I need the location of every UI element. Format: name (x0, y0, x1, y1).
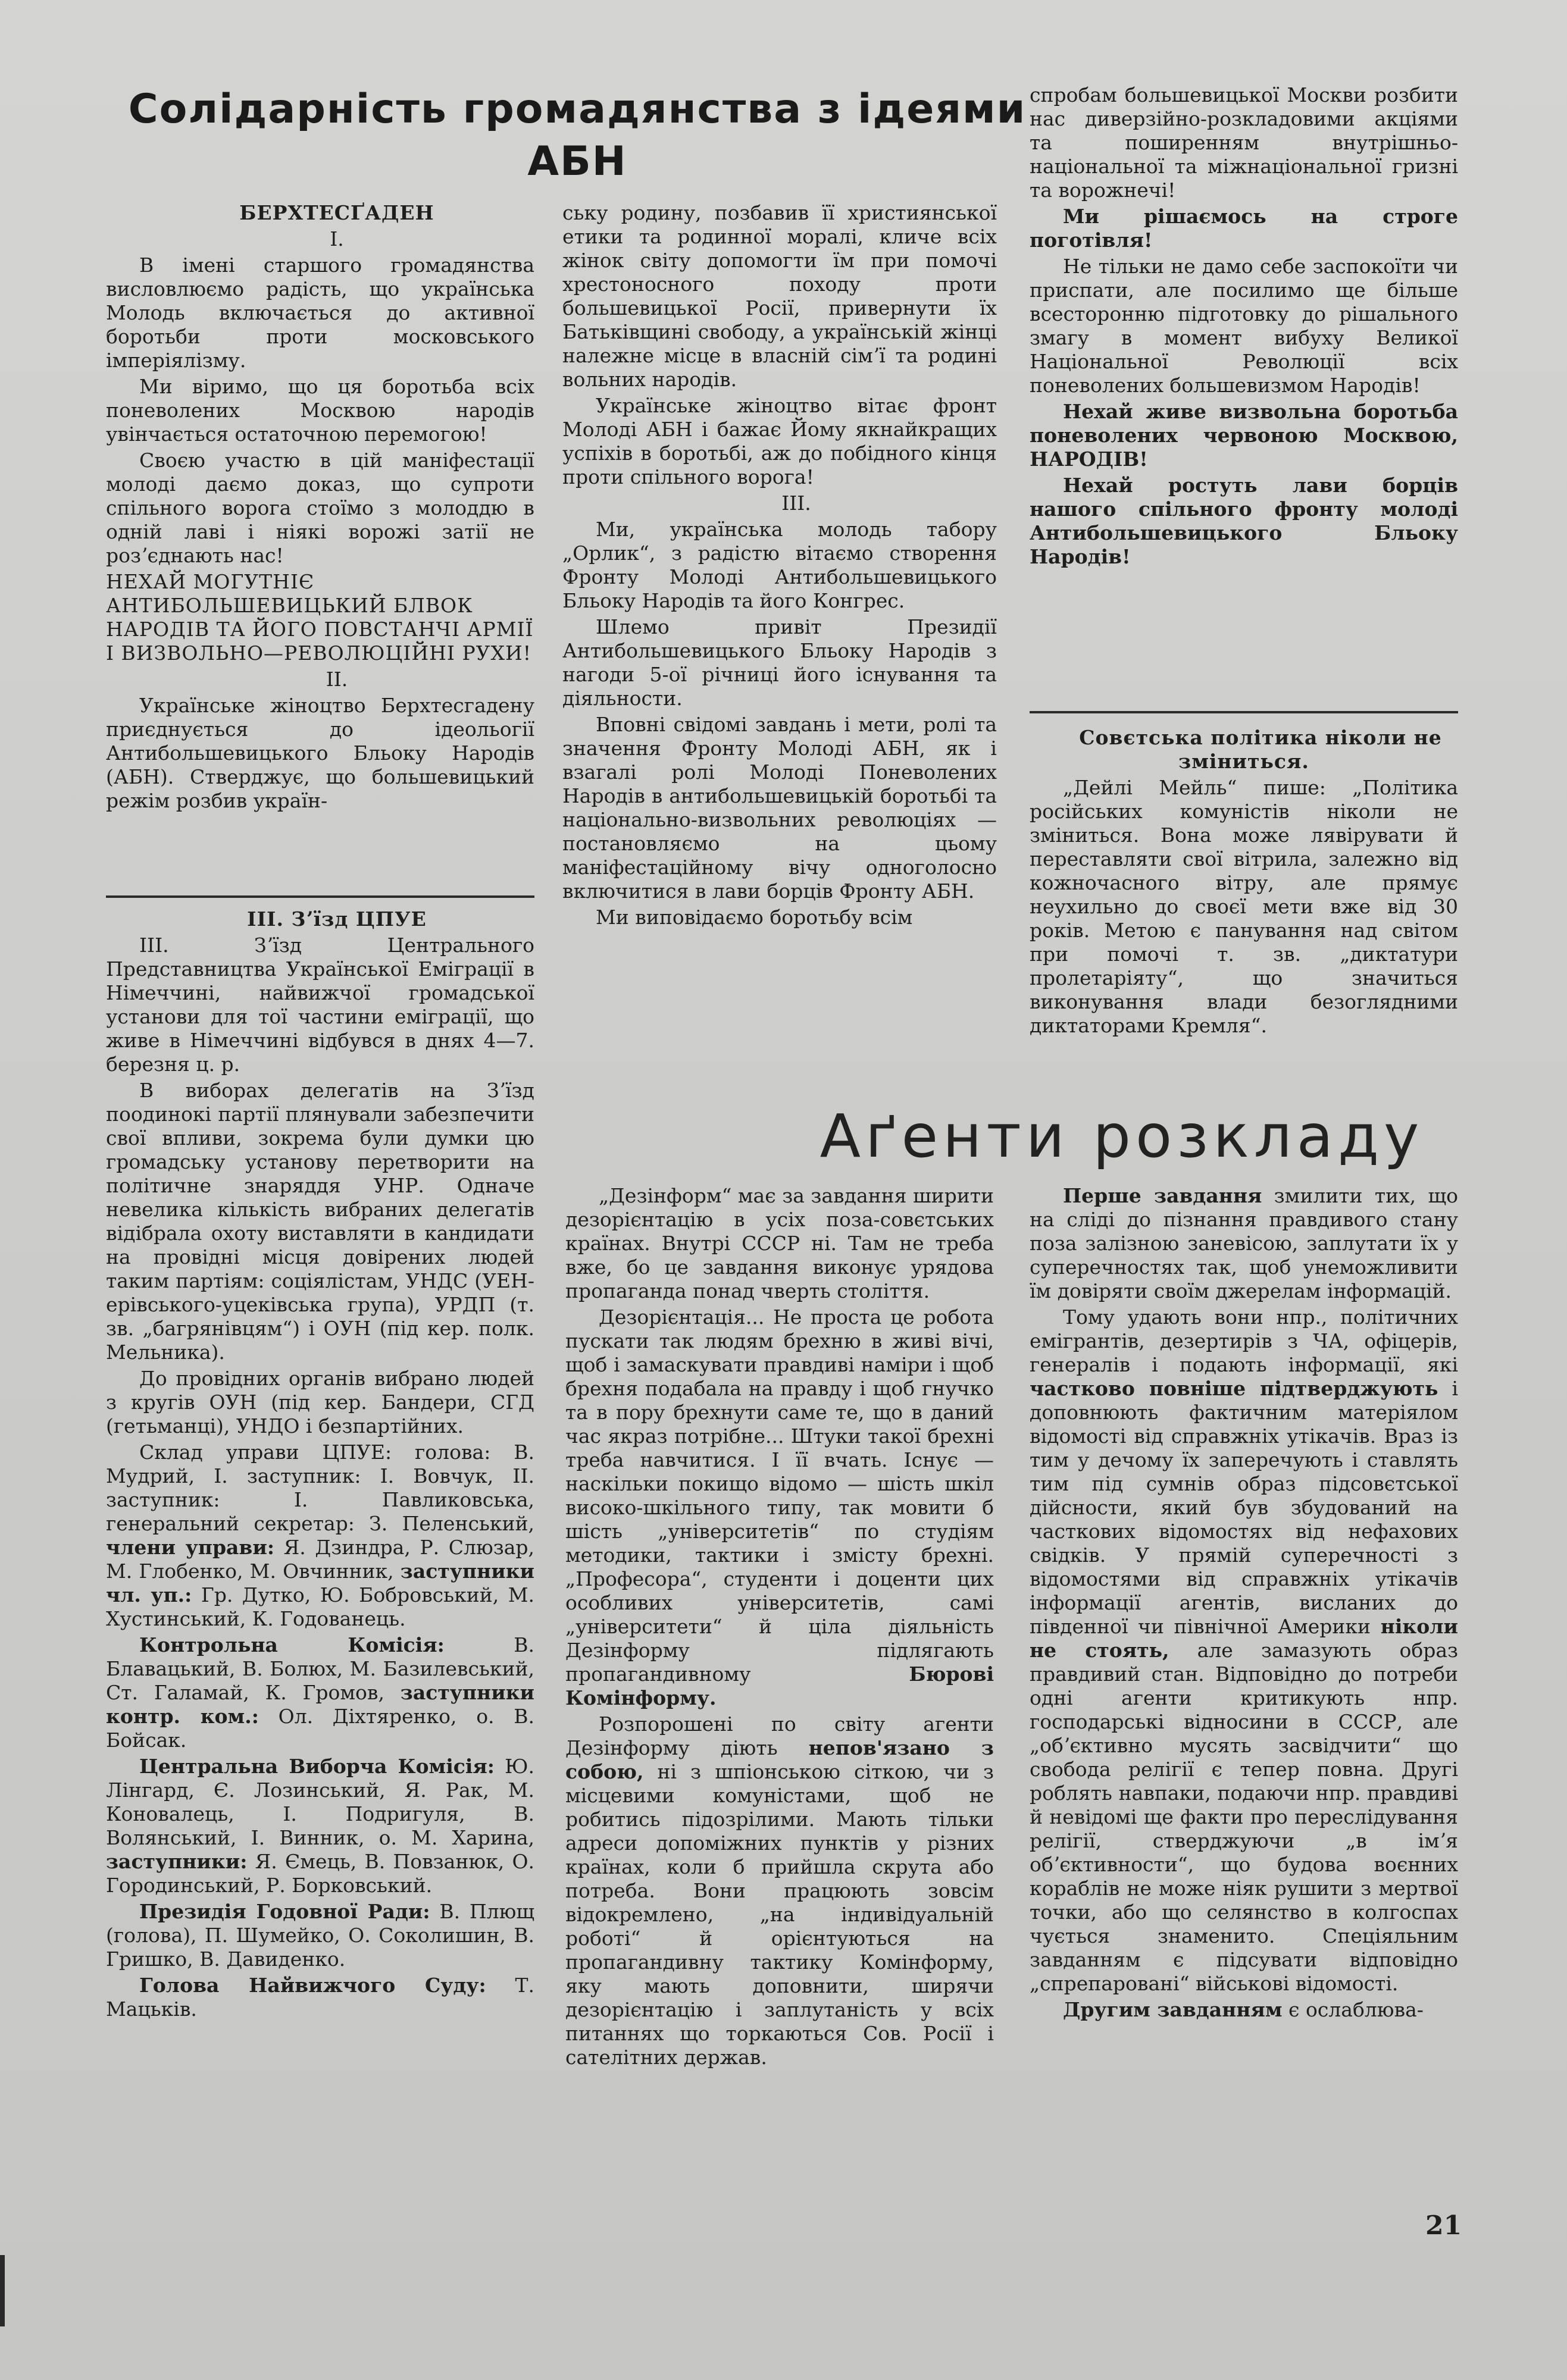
section-heading-berchtesgaden: БЕРХТЕСҐАДЕН (239, 201, 434, 224)
slogan-paragraph: НЕХАЙ МОГУТНІЄ АНТИБОЛЬШЕВИЦЬКИЙ БЛВОК НАРОДІВ ТА ЙОГО ПОВСТАНЧІ АРМІЇ І ВИЗВОЛЬНО—РЕВОЛЮЦІЙНІ РУХИ! (106, 570, 534, 665)
paragraph: Вповні свідомі завдань і мети, ролі та значення Фронту Молоді АБН, як і взагалі ролі Молоді Поневолених Народів в антибольшевицькій боротьбі та національно-визвольних революціях — постановляємо на цьому маніфестаційному вічу одноголосно включитися в лави борців Фронту АБН. (562, 713, 997, 903)
column-2 (562, 201, 997, 932)
bold-run: Президія Годовної Ради: (139, 1900, 430, 1923)
text-run: і доповнюють фактичним матеріялом відомості від справжніх утікачів. Враз із тим у дечому їх заперечують і ставлять тим під сумнів образ підсовєтської дійсности, який був збудований на часткових відомостях від нефахових свідків. У прямій суперечності з відомостями від справжніх утікачів інформації агентів, висланих до південної чи північної Америки (1030, 1377, 1459, 1638)
paragraph: спробам большевицької Москви розбити нас диверзійно-розкладовими акціями та поширенням внутрішньо-національної та міжнаціональної гризні та ворожнечі! (1030, 83, 1458, 202)
paragraph (106, 1633, 534, 1752)
bold-run: Перше завдання (1063, 1184, 1262, 1207)
paragraph: Ми, українська молодь табору „Орлик“, з радістю вітаємо створення Фронту Молоді Антибольшевицького Бльоку Народів та його Конгрес. (562, 518, 997, 612)
text-run: Т. Мацьків. (106, 1974, 535, 2021)
text-run: Склад управи ЦПУЕ: голова: В. Мудрий, I. заступник: I. Вовчук, II. заступник: I. Павликовська, генеральний секретар: З. Пеленський, (106, 1440, 534, 1535)
paragraph (106, 1440, 534, 1631)
text-run: Ю. Лінгард, Є. Лозинський, Я. Рак, М. Коновалець, I. Подригуля, В. Волянський, I. Винник, о. М. Харина, (106, 1755, 534, 1849)
paragraph: „Дезінформ“ має за завдання ширити дезорієнтацію в усіх поза-совєтських країнах. Внутрі СССР ні. Там не треба вже, бо це завдання виконує урядова пропаганда понад чверть століття. (565, 1184, 994, 1302)
column-3-lower (1030, 726, 1458, 1040)
paragraph (106, 1900, 534, 1971)
edge-scratch-mark (0, 2255, 5, 2326)
column-5 (1030, 1184, 1458, 2024)
paragraph (1030, 1998, 1458, 2022)
roman-numeral-3: III. (781, 491, 811, 515)
section-heading-congress: III. Зʼїзд ЦПУЕ (247, 907, 427, 931)
column-1-lower (106, 907, 534, 2024)
paragraph: Ми віримо, що ця боротьба всіх поневолених Москвою народів увінчається остаточною перемогою! (106, 375, 534, 446)
column-1 (106, 201, 534, 815)
text-run: змилити тих, що на сліді до пізнання правдивого стану поза залізною заневісою, заплутати їх у суперечностях так, щоб унеможливити їм довіряти своїм джерелам інформацій. (1030, 1184, 1458, 1302)
text-run: є ослаблюва- (1282, 1998, 1424, 2021)
column-divider-rule (106, 895, 534, 898)
text-run: Розпорошені по світу агенти Дезінформу діють (565, 1712, 994, 1759)
paragraph (106, 1974, 534, 2021)
paragraph: Нехай живе визвольна боротьба поневолених червоною Москвою, НАРОДІВ! (1030, 400, 1458, 471)
text-run: Гр. Дутко, Ю. Бобровський, М. Хустинський, К. Годованець. (106, 1583, 535, 1630)
paragraph: Своєю участю в цій маніфестації молоді даємо доказ, що супроти спільного ворога стоїмо з молоддю в одній лаві і ніякі ворожі затії не розʼєднають нас! (106, 449, 534, 567)
text-run: Ол. Діхтяренко, о. В. Бойсак. (106, 1705, 534, 1752)
paragraph (565, 1305, 994, 1710)
bold-run: заступники чл. уп.: (106, 1559, 534, 1606)
paragraph (1030, 1305, 1458, 1996)
paragraph: Ми виповідаємо боротьбу всім (596, 906, 913, 929)
text-run: Дезорієнтація... Не проста це робота пускати так людям брехню в живі вічі, щоб і замаскувати правдиві наміри і щоб брехня подабала на правду і щоб гнучко та в пору брехнути саме те, що в даний час якраз потрібне... Штуки такої брехні треба навчитися. І її вчать. Існує — наскільки покищо відомо — шість шкіл високо-шкільного типу, так мовити б шість „університетів“ по студіям методики, тактики і змісту брехні. „Професора“, студенти і доценти цих особливих університетів, самі „університети“ й ціла діяльність Дезінформу підлягають пропагандивному (565, 1305, 994, 1686)
bold-run: Центральна Виборча Комісія: (139, 1755, 495, 1778)
column-4 (565, 1184, 994, 2072)
paragraph: Українське жіноцтво вітає фронт Молоді АБН і бажає Йому якнайкращих успіхів в боротьбі, аж до побідного кінця проти спільного ворога! (562, 394, 997, 488)
paragraph: До провідних органів вибрано людей з кругів ОУН (під кер. Бандери, СГД (гетьманці), УНДО і безпартійних. (106, 1367, 534, 1438)
roman-numeral-1: I. (330, 227, 344, 250)
paragraph: Шлемо привіт Президії Антибольшевицького Бльоку Народів з нагоди 5-ої річниці його існування та діяльности. (562, 615, 997, 710)
page-number: 21 (1425, 2210, 1462, 2241)
paragraph: В імені старшого громадянства висловлюємо радість, що українська Молодь включається до активної боротьби проти московського імперіялізму. (106, 253, 534, 372)
bold-run: члени управи: (106, 1536, 274, 1559)
paragraph: Українське жіноцтво Берхтесгадену приєднується до ідеольогії Антибольшевицького Бльоку Народів (АБН). Стверджує, що большевицький режім розбив україн- (106, 694, 534, 812)
paragraph: Не тільки не дамо себе заспокоїти чи приспати, але посилимо ще більше всесторонню підготовку до рішального змагу в момент вибуху Великої Національної Революції всіх поневолених большевизмом Народів! (1030, 255, 1458, 397)
paragraph (1030, 1184, 1458, 1303)
paragraph: „Дейлі Мейль“ пише: „Політика російських комуністів ніколи не зміниться. Вона може лявірувати й переставляти свої вітрила, залежно від кожночасного вітру, але прямує неухильно до своєї мети вже від 30 років. Метою є панування над світом при помочі т. зв. „диктатури пролетаріяту“, що значиться виконування влади безоглядними диктаторами Кремля“. (1030, 776, 1458, 1037)
bold-run: Другим завданням (1063, 1998, 1283, 2021)
paragraph: Нехай ростуть лави борців нашого спільного фронту молоді Антибольшевицького Бльоку Народів! (1030, 474, 1458, 568)
bold-run: частково повніше підтверджують (1030, 1377, 1438, 1400)
text-run: В. Блавацький, В. Болюх, М. Базилевський, Ст. Галамай, К. Громов, (106, 1633, 534, 1704)
text-run: Тому удають вони нпр., політичних емігрантів, дезертирів з ЧА, офіцерів, генералів і подають інформації, які (1030, 1305, 1458, 1376)
bold-run: заступники: (106, 1850, 248, 1873)
text-run: ні з шпіонською сіткою, чи з місцевими комуністами, щоб не робитись підозрілими. Мають тільки адреси допоміжних пунктів у різних країнах, коли б прийшла скрута або потреба. Вони працюють зовсім відокремлено, „на індивідуальній роботі“ й орієнтуються на пропагандивну тактику Комінформу, яку мають доповнити, ширячи дезорієнтацію і заплутаність у всіх питаннях що торкаються Сов. Росії і сателітних держав. (565, 1760, 994, 2069)
column-divider-rule (1030, 711, 1458, 713)
bold-run: непов'язано з собою, (565, 1736, 994, 1783)
paragraph: ську родину, позбавив її християнської етики та родинної моралі, кличе всіх жінок світу допомогти їм при помочі хрестоносного походу проти большевицької Росії, привернути їх Батьківщині свободу, а українській жінці належне місце в власній сімʼї та родині вольних народів. (562, 201, 997, 391)
paragraph: В виборах делегатів на Зʼїзд поодинокі партії плянували забезпечити свої впливи, зокрема були думки цю громадську установу перетворити на політичне знаряддя УНР. Одначе невелика кількість вибраних делегатів відібрала охоту виставляти в кандидати на провідні місця довірених людей таким партіям: соціялістам, УНДС (УЕН-ерівського-уцеківська група), УРДП (т. зв. „багрянівцям“) і ОУН (під кер. полк. Мельника). (106, 1079, 534, 1364)
bold-run: Контрольна Комісія: (139, 1633, 445, 1656)
column-3 (1030, 83, 1458, 571)
paragraph (565, 1712, 994, 2069)
paragraph: III. Зʼїзд Центрального Представництва Української Еміграції в Німеччині, найвижчої громадської установи для тої частини еміграції, що живе в Німеччині відбувся в днях 4—7. березня ц. р. (106, 934, 534, 1076)
text-run: Я. Ємець, В. Повзанюк, О. Городинський, Р. Борковський. (106, 1850, 534, 1897)
section-heading-soviet-policy: Совєтська політика ніколи не зміниться. (1079, 726, 1442, 773)
text-run: але замазують образ правдивий стан. Відповідно до потреби одні агенти критикують нпр. господарські відносини в СССР, але „обʼєктивно мусять засвідчити“ що свобода релігії є тепер повна. Другі роблять навпаки, подаючи нпр. правдиві й невідомі ще факти про переслідування релігії, стверджуючи „в імʼя обʼєктивности“, що будова воєнних кораблів не може ніяк рушити з мертвої точки, або що селянство в колгоспах чується знаменито. Спеціяльним завданням є підсувати відповідно „спрепаровані“ військові відомості. (1030, 1639, 1458, 1995)
roman-numeral-2: II. (326, 668, 348, 691)
bold-run: Бюрові Комінформу. (565, 1662, 994, 1709)
bold-run: ніколи не стоять, (1030, 1615, 1458, 1662)
text-run: В. Плющ (голова), П. Шумейко, О. Соколишин, В. Гришко, В. Давиденко. (106, 1900, 534, 1971)
bold-run: Голова Найвижчого Суду: (139, 1974, 486, 1997)
paragraph: Ми рішаємось на строге поготівля! (1030, 205, 1458, 252)
paragraph (106, 1755, 534, 1897)
article-headline-agents: Аґенти розкладу (820, 1101, 1424, 1171)
text-run: Я. Дзиндра, Р. Слюзар, М. Глобенко, М. Овчинник, (106, 1536, 534, 1583)
bold-run: заступники контр. ком.: (106, 1681, 534, 1728)
article-title: Солідарність громадянства з ідеями АБН (128, 86, 1027, 185)
